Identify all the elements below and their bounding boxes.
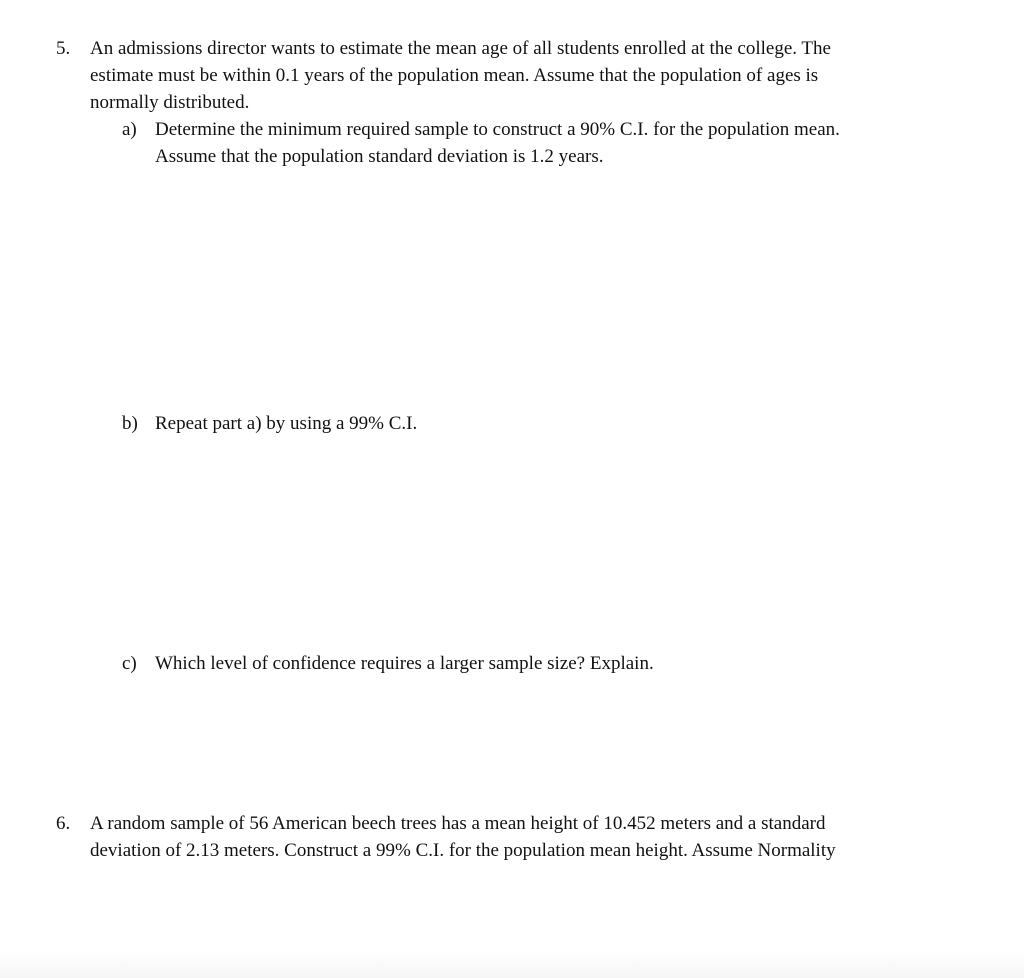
question-5-line-3: normally distributed.: [90, 92, 250, 113]
question-6-line-2: deviation of 2.13 meters. Construct a 99% C.I. for the population mean height. Assume Normality: [90, 840, 836, 861]
part-b-line-1: Repeat part a) by using a 99% C.I.: [155, 413, 418, 434]
question-5-line-1: An admissions director wants to estimate the mean age of all students enrolled at the college. The: [90, 38, 831, 59]
question-5-text: [90, 35, 990, 116]
part-a-text: [155, 116, 995, 170]
part-a-line-2: Assume that the population standard deviation is 1.2 years.: [155, 146, 604, 167]
question-6-line-1: A random sample of 56 American beech trees has a mean height of 10.452 meters and a standard: [90, 813, 826, 834]
page-bottom-edge: [0, 950, 1024, 978]
question-5-line-2: estimate must be within 0.1 years of the population mean. Assume that the population of ages is: [90, 65, 819, 86]
part-b-letter: b): [122, 413, 138, 434]
part-c-letter: c): [122, 653, 137, 674]
part-a-letter: a): [122, 119, 137, 140]
part-c-line-1: Which level of confidence requires a larger sample size? Explain.: [155, 653, 654, 674]
part-b-text: [155, 410, 995, 437]
question-6-number: 6.: [56, 813, 71, 834]
part-a-line-1: Determine the minimum required sample to construct a 90% C.I. for the population mean.: [155, 119, 840, 140]
part-c-text: [155, 650, 995, 677]
question-6-text: [90, 810, 990, 864]
question-5-number: 5.: [56, 38, 71, 59]
